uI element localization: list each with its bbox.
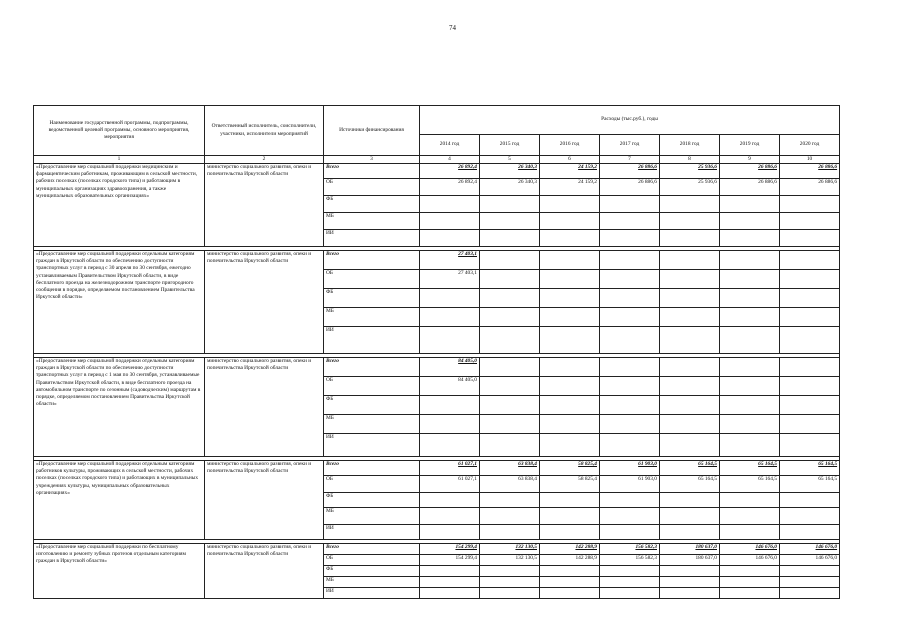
budget-value: 65 164,5 bbox=[720, 476, 780, 493]
budget-value bbox=[780, 508, 840, 525]
total-value: 84 405,0 bbox=[420, 358, 480, 377]
total-value bbox=[480, 251, 540, 270]
budget-value: 26 892,4 bbox=[420, 179, 480, 196]
col-number: 10 bbox=[780, 156, 840, 164]
total-value bbox=[780, 358, 840, 377]
funding-source: МБ bbox=[324, 577, 420, 588]
budget-value bbox=[420, 434, 480, 457]
budget-value bbox=[480, 508, 540, 525]
budget-value bbox=[600, 508, 660, 525]
funding-source: ФБ bbox=[324, 493, 420, 508]
budget-value bbox=[600, 213, 660, 230]
funding-source: ИИ bbox=[324, 327, 420, 354]
total-value: 156 582,3 bbox=[600, 544, 660, 555]
header-name: Наименование государственной программы, подпрограммы, ведомственной целевой программы, основного мероприятия, мероприятия bbox=[34, 106, 205, 156]
header-source: Источники финансирования bbox=[324, 106, 420, 156]
budget-value bbox=[420, 308, 480, 327]
budget-value bbox=[660, 289, 720, 308]
budget-value bbox=[780, 434, 840, 457]
total-value: 61 027,1 bbox=[420, 461, 480, 476]
total-value bbox=[480, 358, 540, 377]
budget-value bbox=[780, 525, 840, 540]
budget-value: 24 159,2 bbox=[540, 179, 600, 196]
funding-source: Всего bbox=[324, 461, 420, 476]
budget-value bbox=[780, 196, 840, 213]
budget-value: 146 676,0 bbox=[720, 555, 780, 566]
total-value bbox=[660, 358, 720, 377]
budget-value bbox=[780, 588, 840, 599]
budget-value bbox=[480, 434, 540, 457]
funding-source: МБ bbox=[324, 508, 420, 525]
budget-value bbox=[780, 270, 840, 289]
budget-value bbox=[720, 525, 780, 540]
budget-value bbox=[780, 577, 840, 588]
budget-value bbox=[480, 493, 540, 508]
program-name: «Предоставление мер социальной поддержки отдельным категориям работников культуры, проживающих в сельской местности, рабочих поселках (поселках городского типа) и работающих в муниципальных учреждениях культуры, муниципальных образовательных организациях» bbox=[34, 461, 205, 540]
budget-value bbox=[720, 270, 780, 289]
budget-value: 26 340,3 bbox=[480, 179, 540, 196]
funding-source: ОБ bbox=[324, 270, 420, 289]
budget-value bbox=[480, 588, 540, 599]
budget-value: 26 886,6 bbox=[720, 179, 780, 196]
budget-value: 58 825,4 bbox=[540, 476, 600, 493]
budget-value bbox=[600, 377, 660, 396]
total-value bbox=[540, 251, 600, 270]
col-number: 6 bbox=[540, 156, 600, 164]
budget-value bbox=[480, 270, 540, 289]
budget-value bbox=[540, 196, 600, 213]
total-value: 132 130,5 bbox=[480, 544, 540, 555]
budget-value bbox=[600, 270, 660, 289]
budget-value bbox=[480, 525, 540, 540]
col-number: 9 bbox=[720, 156, 780, 164]
funding-source: ИИ bbox=[324, 525, 420, 540]
budget-value bbox=[600, 577, 660, 588]
header-row bbox=[34, 106, 840, 135]
table-row bbox=[34, 164, 840, 179]
budget-value bbox=[660, 396, 720, 415]
total-value: 146 676,0 bbox=[780, 544, 840, 555]
budget-value: 132 130,5 bbox=[480, 555, 540, 566]
budget-value bbox=[780, 213, 840, 230]
budget-value bbox=[420, 213, 480, 230]
budget-value bbox=[720, 577, 780, 588]
funding-source: ФБ bbox=[324, 566, 420, 577]
total-value bbox=[540, 358, 600, 377]
budget-value bbox=[720, 566, 780, 577]
budget-value bbox=[600, 434, 660, 457]
funding-source: ФБ bbox=[324, 196, 420, 213]
budget-value bbox=[600, 525, 660, 540]
funding-source: ИИ bbox=[324, 230, 420, 247]
table-row bbox=[34, 461, 840, 476]
total-value: 26 892,4 bbox=[420, 164, 480, 179]
year-2015: 2015 год bbox=[480, 135, 540, 156]
budget-value bbox=[780, 230, 840, 247]
budget-value: 61 903,0 bbox=[600, 476, 660, 493]
total-value: 154 299,4 bbox=[420, 544, 480, 555]
budget-value bbox=[540, 308, 600, 327]
budget-value bbox=[720, 508, 780, 525]
budget-value bbox=[480, 327, 540, 354]
budget-value bbox=[540, 415, 600, 434]
budget-value bbox=[600, 327, 660, 354]
total-value bbox=[600, 251, 660, 270]
budget-value bbox=[720, 588, 780, 599]
budget-value bbox=[600, 396, 660, 415]
total-value bbox=[720, 358, 780, 377]
column-number-row bbox=[34, 156, 840, 164]
funding-source: ОБ bbox=[324, 179, 420, 196]
budget-table bbox=[33, 105, 840, 599]
budget-value: 25 936,6 bbox=[660, 179, 720, 196]
budget-value: 26 886,6 bbox=[780, 179, 840, 196]
budget-value bbox=[660, 308, 720, 327]
table-row bbox=[34, 251, 840, 270]
budget-value: 65 164,5 bbox=[780, 476, 840, 493]
budget-value bbox=[720, 493, 780, 508]
budget-value bbox=[540, 577, 600, 588]
budget-value bbox=[540, 396, 600, 415]
budget-value bbox=[600, 493, 660, 508]
funding-source: ФБ bbox=[324, 396, 420, 415]
budget-value: 61 027,1 bbox=[420, 476, 480, 493]
budget-value bbox=[600, 415, 660, 434]
budget-value bbox=[420, 396, 480, 415]
budget-value: 156 582,3 bbox=[600, 555, 660, 566]
budget-value bbox=[660, 230, 720, 247]
budget-value bbox=[540, 327, 600, 354]
year-2017: 2017 год bbox=[600, 135, 660, 156]
budget-value: 65 164,5 bbox=[660, 476, 720, 493]
budget-value bbox=[540, 434, 600, 457]
budget-value bbox=[480, 415, 540, 434]
budget-value bbox=[720, 415, 780, 434]
budget-value bbox=[420, 566, 480, 577]
budget-value bbox=[660, 588, 720, 599]
budget-value bbox=[720, 327, 780, 354]
budget-value bbox=[720, 213, 780, 230]
budget-value bbox=[480, 308, 540, 327]
budget-value bbox=[780, 396, 840, 415]
budget-value bbox=[540, 289, 600, 308]
budget-value bbox=[600, 230, 660, 247]
total-value bbox=[720, 251, 780, 270]
col-number: 4 bbox=[420, 156, 480, 164]
budget-value bbox=[720, 308, 780, 327]
year-2020: 2020 год bbox=[780, 135, 840, 156]
budget-value bbox=[660, 525, 720, 540]
executor: министерство социального развития, опеки и попечительства Иркутской области bbox=[205, 358, 324, 457]
budget-value bbox=[660, 434, 720, 457]
funding-source: ИИ bbox=[324, 434, 420, 457]
program-name: «Предоставление мер социальной поддержки отдельным категориям граждан в Иркутской области по обеспечению доступности транспортных услуг в период с 30 апреля по 30 сентября, ежегодно устанавливаемым Правительством Иркутской области, в виде бесплатного проезда на железнодорожном транспорте пригородного сообщения в порядке, определяемом постановлением Правительства Иркутской области» bbox=[34, 251, 205, 354]
budget-value bbox=[420, 196, 480, 213]
funding-source: ОБ bbox=[324, 377, 420, 396]
budget-value bbox=[540, 213, 600, 230]
budget-value bbox=[780, 308, 840, 327]
budget-value bbox=[420, 525, 480, 540]
budget-value bbox=[420, 577, 480, 588]
funding-source: Всего bbox=[324, 544, 420, 555]
funding-source: МБ bbox=[324, 308, 420, 327]
budget-value bbox=[660, 508, 720, 525]
total-value: 26 886,6 bbox=[600, 164, 660, 179]
year-2016: 2016 год bbox=[540, 135, 600, 156]
budget-value bbox=[480, 289, 540, 308]
budget-value bbox=[420, 230, 480, 247]
executor: министерство социального развития, опеки и попечительства Иркутской области bbox=[205, 164, 324, 247]
funding-source: Всего bbox=[324, 358, 420, 377]
budget-value bbox=[660, 270, 720, 289]
budget-value bbox=[720, 289, 780, 308]
budget-value bbox=[780, 415, 840, 434]
table-row bbox=[34, 358, 840, 377]
funding-source: МБ bbox=[324, 213, 420, 230]
col-number: 2 bbox=[205, 156, 324, 164]
budget-value bbox=[540, 377, 600, 396]
budget-value bbox=[480, 566, 540, 577]
funding-source: ИИ bbox=[324, 588, 420, 599]
budget-value bbox=[540, 270, 600, 289]
budget-value bbox=[720, 230, 780, 247]
budget-value bbox=[540, 493, 600, 508]
budget-value bbox=[660, 213, 720, 230]
budget-value: 142 288,9 bbox=[540, 555, 600, 566]
budget-value bbox=[600, 308, 660, 327]
total-value: 58 825,4 bbox=[540, 461, 600, 476]
executor: министерство социального развития, опеки и попечительства Иркутской области bbox=[205, 544, 324, 599]
program-name: «Предоставление мер социальной поддержки отдельным категориям граждан в Иркутской области по обеспечению доступности транспортных услуг в период с 1 мая по 30 сентября, устанавливаемые Правительством Иркутской области, в виде бесплатного проезда на автомобильном транспорте по сезонным (садоводческим) маршрутам в порядке, определяемом постановлением Правительства Иркутской области» bbox=[34, 358, 205, 457]
budget-value bbox=[480, 577, 540, 588]
total-value: 146 676,0 bbox=[720, 544, 780, 555]
budget-value bbox=[720, 434, 780, 457]
budget-value: 27 403,1 bbox=[420, 270, 480, 289]
total-value: 63 838,4 bbox=[480, 461, 540, 476]
year-2014: 2014 год bbox=[420, 135, 480, 156]
executor: министерство социального развития, опеки и попечительства Иркутской области bbox=[205, 461, 324, 540]
budget-value bbox=[720, 196, 780, 213]
header-expenses: Расходы (тыс.руб.), годы bbox=[420, 106, 840, 135]
budget-value bbox=[480, 396, 540, 415]
total-value bbox=[660, 251, 720, 270]
page-number: 74 bbox=[449, 24, 456, 32]
col-number: 7 bbox=[600, 156, 660, 164]
funding-source: ОБ bbox=[324, 555, 420, 566]
funding-source: Всего bbox=[324, 164, 420, 179]
budget-value: 180 637,0 bbox=[660, 555, 720, 566]
budget-value bbox=[660, 327, 720, 354]
budget-value bbox=[780, 566, 840, 577]
budget-value: 146 676,0 bbox=[780, 555, 840, 566]
budget-value bbox=[780, 289, 840, 308]
budget-value: 63 838,4 bbox=[480, 476, 540, 493]
budget-value bbox=[480, 230, 540, 247]
budget-value: 26 886,6 bbox=[600, 179, 660, 196]
executor: министерство социального развития, опеки и попечительства Иркутской области bbox=[205, 251, 324, 354]
budget-value bbox=[480, 213, 540, 230]
total-value: 65 164,5 bbox=[780, 461, 840, 476]
budget-value bbox=[720, 377, 780, 396]
funding-source: Всего bbox=[324, 251, 420, 270]
total-value: 65 164,5 bbox=[720, 461, 780, 476]
total-value: 26 340,3 bbox=[480, 164, 540, 179]
total-value: 61 903,0 bbox=[600, 461, 660, 476]
budget-value bbox=[420, 508, 480, 525]
total-value: 180 637,0 bbox=[660, 544, 720, 555]
budget-value bbox=[660, 566, 720, 577]
col-number: 1 bbox=[34, 156, 205, 164]
program-name: «Предоставление мер социальной поддержки медицинским и фармацевтическим работникам, проживающим в сельской местности, рабочих поселках (поселках городского типа) и работающим в муниципальных организациях здравоохранения, а также муниципальных образовательных организациях» bbox=[34, 164, 205, 247]
funding-source: ОБ bbox=[324, 476, 420, 493]
budget-value bbox=[660, 415, 720, 434]
total-value: 27 403,1 bbox=[420, 251, 480, 270]
total-value bbox=[780, 251, 840, 270]
year-2018: 2018 год bbox=[660, 135, 720, 156]
total-value bbox=[600, 358, 660, 377]
budget-value bbox=[660, 493, 720, 508]
budget-value bbox=[600, 196, 660, 213]
total-value: 65 164,5 bbox=[660, 461, 720, 476]
budget-value bbox=[600, 588, 660, 599]
budget-value bbox=[420, 289, 480, 308]
budget-value bbox=[780, 327, 840, 354]
budget-value: 154 299,4 bbox=[420, 555, 480, 566]
header-executor: Ответственный исполнитель, соисполнители, участники, исполнители мероприятий bbox=[205, 106, 324, 156]
budget-value bbox=[600, 566, 660, 577]
budget-value bbox=[780, 377, 840, 396]
budget-value bbox=[480, 196, 540, 213]
table-row bbox=[34, 544, 840, 555]
budget-value bbox=[540, 525, 600, 540]
budget-value bbox=[540, 588, 600, 599]
budget-value bbox=[420, 327, 480, 354]
budget-value bbox=[540, 566, 600, 577]
budget-value: 84 405,0 bbox=[420, 377, 480, 396]
total-value: 25 936,6 bbox=[660, 164, 720, 179]
funding-source: МБ bbox=[324, 415, 420, 434]
budget-value bbox=[420, 493, 480, 508]
col-number: 5 bbox=[480, 156, 540, 164]
year-2019: 2019 год bbox=[720, 135, 780, 156]
budget-value bbox=[660, 377, 720, 396]
budget-value bbox=[480, 377, 540, 396]
budget-value bbox=[660, 577, 720, 588]
total-value: 142 288,9 bbox=[540, 544, 600, 555]
budget-value bbox=[600, 289, 660, 308]
program-name: «Предоставление мер социальной поддержки по бесплатному изготовлению и ремонту зубных протезов отдельным категориям граждан в Иркутской области» bbox=[34, 544, 205, 599]
budget-value bbox=[720, 396, 780, 415]
total-value: 26 886,6 bbox=[780, 164, 840, 179]
col-number: 8 bbox=[660, 156, 720, 164]
total-value: 24 159,2 bbox=[540, 164, 600, 179]
budget-value bbox=[780, 493, 840, 508]
budget-value bbox=[420, 588, 480, 599]
funding-source: ФБ bbox=[324, 289, 420, 308]
budget-value bbox=[660, 196, 720, 213]
budget-value bbox=[420, 415, 480, 434]
budget-value bbox=[540, 230, 600, 247]
total-value: 26 886,6 bbox=[720, 164, 780, 179]
budget-value bbox=[540, 508, 600, 525]
col-number: 3 bbox=[324, 156, 420, 164]
